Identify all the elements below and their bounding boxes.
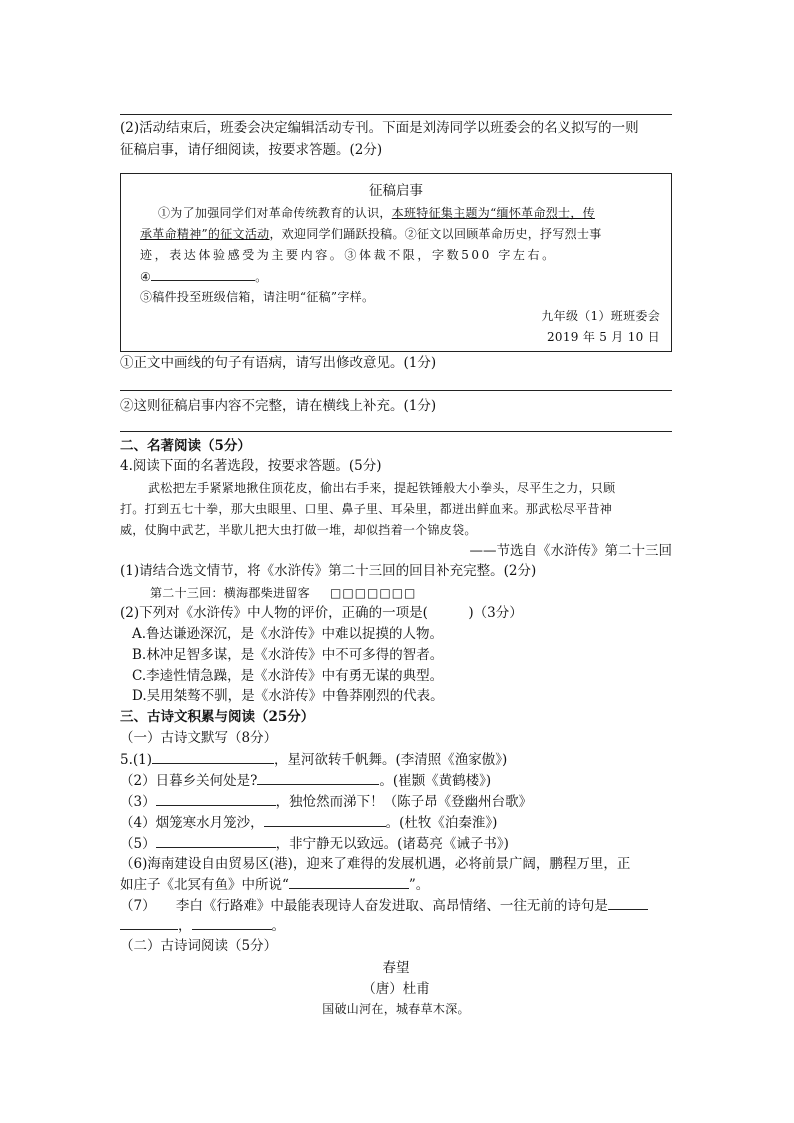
chapter-title: 第二十三回：横海郡柴进留客 — [150, 586, 310, 600]
notice-line-4 — [140, 266, 267, 287]
notice-title: 征稿启事 — [369, 183, 423, 199]
question-2-line-2: 征稿启事，请仔细阅读，按要求答题。(2分) — [120, 142, 383, 158]
recite-line-2 — [120, 770, 491, 791]
line-text: 如庄子《北冥有鱼》中所说“ — [120, 877, 289, 893]
notice-text: ，欢迎同学们踊跃投稿。②征文以回顾革命历史，抒写烈士事 — [269, 227, 602, 241]
answer-line[interactable] — [120, 431, 672, 432]
option-c: C.李逵性情急躁，是《水浒传》中有勇无谋的典型。 — [132, 668, 444, 684]
line-text: 。(杜牧《泊秦淮》) — [385, 815, 498, 831]
question-2-line-1: (2)活动结束后，班委会决定编辑活动专刊。下面是刘涛同学以班委会的名义拟写的一则 — [120, 120, 639, 136]
passage-line-3: 威，仗胸中武艺，半歇儿把大虫打做一堆，却似挡着一个锦皮袋。 — [120, 523, 477, 537]
blank-field[interactable] — [120, 915, 178, 930]
poem-author: （唐）杜甫 — [362, 981, 430, 997]
blank-field[interactable] — [152, 749, 274, 764]
notice-line-2 — [140, 224, 602, 244]
line-label: 5.(1) — [120, 752, 153, 768]
line-text: 。 — [271, 918, 285, 934]
answer-squares[interactable]: □□□□□□□ — [330, 586, 417, 600]
section-3-heading: 三、古诗文积累与阅读（25分） — [120, 709, 315, 725]
poem-title: 春望 — [382, 960, 410, 976]
notice-number: ④ — [140, 270, 152, 284]
line-text: （7） 李白《行路难》中最能表现诗人奋发进取、高昂情绪、一往无前的诗句是 — [120, 898, 608, 914]
line-text: 。(崔颢《黄鹤楼》) — [379, 773, 492, 789]
answer-line[interactable] — [120, 390, 672, 391]
underlined-sentence: 承革命精神”的征文活动 — [140, 227, 270, 241]
chapter-title-line — [150, 583, 416, 603]
option-b: B.林冲足智多谋，是《水浒传》中不可多得的智者。 — [132, 647, 444, 663]
passage-source: ——节选自《水浒传》第二十三回 — [469, 543, 672, 559]
blank-field[interactable] — [156, 833, 276, 848]
option-d: D.吴用桀骜不驯，是《水浒传》中鲁莽刚烈的代表。 — [132, 688, 444, 704]
recite-line-7b — [120, 915, 285, 936]
notice-line-5: ⑤稿件投至班级信箱，请注明“征稿”字样。 — [140, 290, 375, 304]
notice-signer: 九年级（1）班班委会 — [541, 309, 660, 323]
question-4: 4.阅读下面的名著选段，按要求答题。(5分) — [120, 458, 382, 474]
recite-line-3 — [120, 791, 532, 812]
blank-field[interactable] — [151, 266, 255, 281]
recite-line-6a: （6)海南建设自由贸易区(港)，迎来了难得的发展机遇，必将前景广阔，鹏程万里，正 — [120, 856, 631, 872]
line-label: （5） — [120, 836, 156, 852]
line-text: ，星河欲转千帆舞。(李清照《渔家傲》) — [274, 752, 508, 768]
notice-text: ①为了加强同学们对革命传统教育的认识， — [158, 206, 392, 220]
recite-line-4 — [120, 812, 497, 833]
line-text: ，非宁静无以致远。(诸葛亮《诫子书》) — [275, 836, 509, 852]
blank-field[interactable] — [608, 895, 648, 910]
recite-line-5 — [120, 833, 509, 854]
sub-question-4-2: (2)下列对《水浒传》中人物的评价，正确的一项是( )（3分） — [120, 605, 523, 621]
passage-line-2: 打。打到五七十拳，那大虫眼里、口里、鼻子里、耳朵里，都迸出鲜血来。那武松尽平昔神 — [120, 502, 613, 516]
blank-field[interactable] — [192, 915, 272, 930]
line-text: ， — [178, 918, 192, 934]
sub-question-1: ①正文中画线的句子有语病，请写出修改意见。(1分) — [120, 355, 437, 371]
recite-line-6b — [120, 874, 429, 895]
line-label: （3） — [120, 794, 156, 810]
notice-line-3: 迹，表达体验感受为主要内容。③体裁不限，字数500 字左右。 — [140, 248, 557, 262]
part-1-heading: （一）古诗文默写（8分） — [120, 730, 278, 746]
notice-text: 。 — [255, 270, 268, 284]
line-text: ，独怆然而涕下！（陈子昂《登幽州台歌》 — [275, 794, 533, 810]
recite-line-1 — [120, 749, 507, 770]
passage-line-1: 武松把左手紧紧地揪住顶花皮，偷出右手来，提起铁锤般大小拳头，尽平生之力，只顾 — [148, 481, 616, 495]
part-2-heading: （二）古诗词阅读（5分） — [120, 938, 278, 954]
answer-line — [120, 114, 672, 115]
notice-date: 2019 年 5 月 10 日 — [546, 330, 660, 344]
recite-line-7a — [120, 895, 648, 916]
notice-line-1 — [158, 203, 595, 223]
sub-question-2: ②这则征稿启事内容不完整，请在横线上补充。(1分) — [120, 398, 437, 414]
poem-line-1: 国破山河在，城春草木深。 — [322, 1002, 470, 1016]
line-text: （2）日暮乡关何处是? — [120, 773, 258, 789]
blank-field[interactable] — [264, 812, 386, 827]
sub-question-4-1: (1)请结合选文情节，将《水浒传》第二十三回的回目补充完整。(2分) — [120, 563, 537, 579]
section-2-heading: 二、名著阅读（5分） — [120, 438, 251, 454]
line-text: ”。 — [408, 877, 430, 893]
blank-field[interactable] — [289, 874, 409, 889]
blank-field[interactable] — [257, 770, 379, 785]
blank-field[interactable] — [156, 791, 276, 806]
option-a: A.鲁达谦逊深沉，是《水浒传》中难以捉摸的人物。 — [132, 626, 444, 642]
underlined-sentence: 本班特征集主题为“缅怀革命烈士，传 — [391, 206, 595, 220]
line-text: （4）烟笼寒水月笼沙， — [120, 815, 264, 831]
